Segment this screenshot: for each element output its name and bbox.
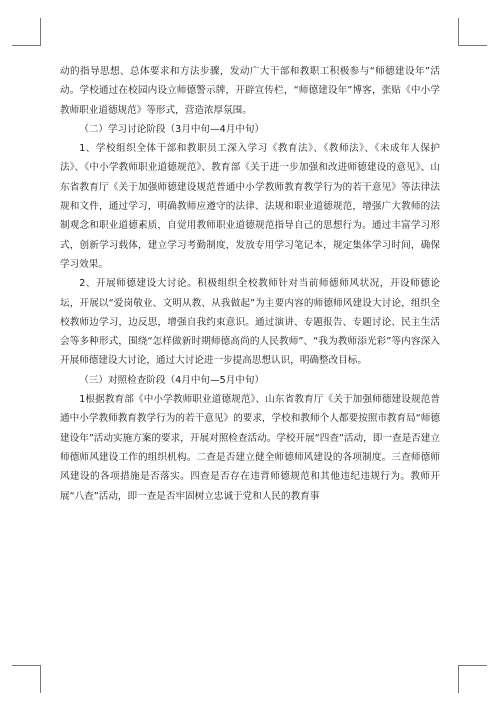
paragraph: 1、学校组织全体干部和教职员工深入学习《教育法》、《教师法》、《未成年人保护法》、《中小学教师职业道德规范》、教育部《关于进一步加强和改进师德建设的意见》、山东省教育厅《关于加强师德建设规范普通中小学教师教育教学行为的若干意见》等法律法规和文件，通过学习，明确教师应遵守的法律、法规和职业道德规范，增强广大教师的法制观念和职业道德素质，自觉用教师职业道德规范指导自己的思想行为。通过丰富学习形式，创新学习载体，建立学习考勤制度，发放专用学习笔记本，规定集体学习时间，确保学习效果。 (60, 143, 440, 270)
crop-mark-bottom-right (459, 665, 487, 666)
crop-mark-top-right (459, 45, 487, 46)
paragraph: 动的指导思想、总体要求和方法步骤，发动广大干部和教职工积极参与“师德建设年”活动。学校通过在校园内设立师德警示牌，开辟宣传栏，“师德建设年”博客，张贴《中小学教师职业道德规范》等形式，营造浓厚氛围。 (60, 66, 440, 116)
crop-mark-bottom-left (12, 665, 40, 666)
section-heading: （二）学习讨论阶段（3月中旬—4月中旬） (79, 123, 265, 135)
crop-mark-top-left (12, 45, 40, 46)
crop-mark-bottom-right (458, 665, 459, 693)
document-body (60, 62, 440, 506)
section-heading: （三）对照检查阶段（4月中旬—5月中旬） (79, 374, 265, 386)
crop-mark-top-right (458, 18, 459, 46)
crop-mark-top-left (40, 18, 41, 46)
paragraph: 2、开展师德建设大讨论。积极组织全校教师针对当前师德师风状况，开设师德论坛，开展以“爱岗敬业、文明从教、从我做起”为主要内容的师德师风建设大讨论，组织全校教师边学习，边反思，增强自我约束意识。通过演讲、专题报告、专题讨论、民主生活会等多种形式，围绕“怎样做新时期师德高尚的人民教师”、“我为教师添光彩”等内容深入开展师德建设大讨论，通过大讨论进一步提高思想认识，明确整改目标。 (60, 278, 440, 367)
crop-mark-bottom-left (40, 665, 41, 693)
paragraph: 1根据教育部《中小学教师职业道德规范》、山东省教育厅《关于加强师德建设规范普通中小学教师教育教学行为的若干意见》的要求，学校和教师个人都要按照市教育局“师德建设年”活动实施方案的要求，开展对照检查活动。学校开展“四查”活动，即一查是否建立师德师风建设工作的组织机构。二查是否建立健全师德师风建设的各项制度。三查师德师风建设的各项措施是否落实。四查是否存在违背师德规范和其他违纪违规行为。教师开展“八查”活动，即一查是否牢固树立忠诚于党和人民的教育事 (60, 394, 440, 502)
